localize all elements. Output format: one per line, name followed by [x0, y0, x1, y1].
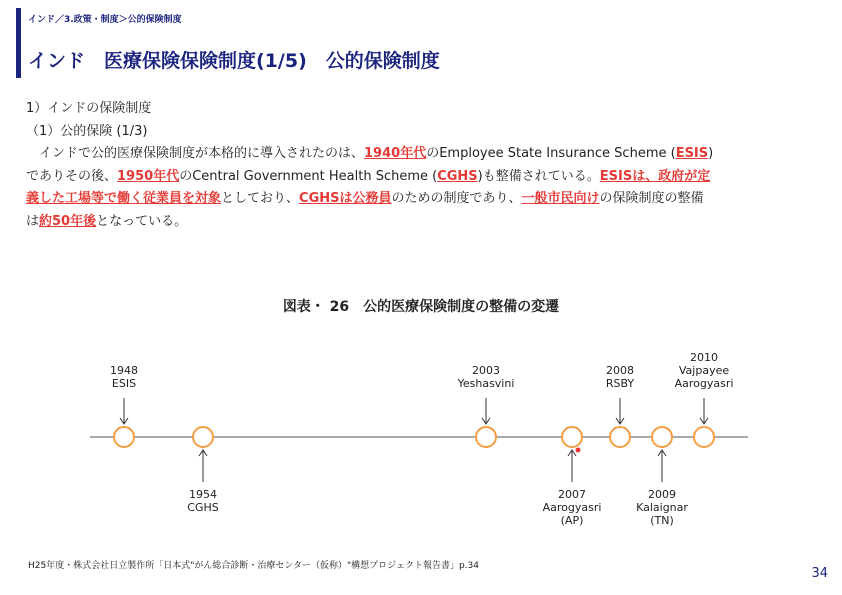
- highlight: 1940年代: [364, 146, 427, 161]
- highlight: 約50年後: [39, 213, 97, 229]
- body-text: [26, 98, 826, 233]
- text: インドで公的医療保険制度が本格的に導入されたのは、: [26, 146, 365, 161]
- text: のEmployee State Insurance Scheme (: [426, 146, 676, 161]
- figure-caption: 図表・ 26 公的医療保険制度の整備の変遷: [282, 299, 560, 315]
- page-title: インド 医療保険保険制度(1/5) 公的保険制度: [28, 50, 440, 72]
- highlight: 1950年代: [117, 168, 180, 184]
- paragraph-line-3: [26, 188, 826, 211]
- highlight: CGHS: [437, 168, 478, 184]
- event-below-label: 1954: [189, 488, 217, 501]
- timeline-marker: [562, 427, 582, 447]
- highlight: 一般市民向け: [521, 191, 600, 206]
- timeline-marker: [114, 427, 134, 447]
- timeline-marker: [610, 427, 630, 447]
- event-above-label: 1948: [110, 364, 138, 377]
- event-below-label: (AP): [560, 514, 584, 527]
- highlight: 義した工場等で働く従業員を対象: [26, 191, 222, 206]
- highlight: CGHSは公務員: [299, 191, 392, 206]
- highlight: ESIS: [675, 146, 709, 161]
- timeline-diagram: [0, 330, 842, 540]
- text: でありその後、: [26, 168, 118, 184]
- event-above-label: ESIS: [111, 377, 137, 390]
- heading-2: （1）公的保険 (1/3): [26, 123, 148, 139]
- page-number: 34: [811, 566, 828, 581]
- event-above-label: RSBY: [605, 377, 635, 390]
- event-below-label: (TN): [650, 514, 674, 527]
- accent-bar: [16, 8, 21, 78]
- event-above-label: Yeshasvini: [457, 377, 515, 390]
- event-below-label: 2007: [558, 488, 586, 501]
- event-above-label: Vajpayee: [678, 364, 730, 377]
- text: のCentral Government Health Scheme (: [179, 168, 438, 184]
- timeline-marker: [652, 427, 672, 447]
- event-above-label: 2003: [472, 364, 500, 377]
- paragraph-line-4: [26, 211, 826, 234]
- red-dot: [576, 448, 581, 453]
- event-below-label: Aarogyasri: [542, 501, 602, 514]
- source-note: H25年度・株式会社日立製作所「日本式"がん総合診断・治療センター（仮称）"構想プロジェクト報告書」p.34: [28, 561, 479, 571]
- text: のための制度であり、: [391, 191, 522, 206]
- heading-1: 1）インドの保険制度: [26, 101, 152, 116]
- text: は: [26, 213, 40, 229]
- text: の保険制度の整備: [599, 191, 704, 206]
- timeline-marker: [193, 427, 213, 447]
- timeline-marker: [476, 427, 496, 447]
- timeline-marker: [694, 427, 714, 447]
- text: としており、: [221, 191, 300, 206]
- text: )も整備されている。: [477, 168, 600, 184]
- breadcrumb: インド／3.政策・制度＞公的保険制度: [28, 15, 182, 25]
- event-above-label: 2010: [690, 351, 718, 364]
- highlight: ESISは、政府が定: [599, 168, 711, 184]
- event-below-label: 2009: [648, 488, 676, 501]
- event-below-label: Kalaignar: [636, 501, 688, 514]
- event-above-label: Aarogyasri: [674, 377, 734, 390]
- paragraph-line-1: [26, 143, 826, 166]
- text: ): [708, 146, 714, 161]
- text: となっている。: [96, 213, 188, 229]
- event-below-label: CGHS: [187, 501, 219, 514]
- paragraph-line-2: [26, 166, 826, 189]
- event-above-label: 2008: [606, 364, 634, 377]
